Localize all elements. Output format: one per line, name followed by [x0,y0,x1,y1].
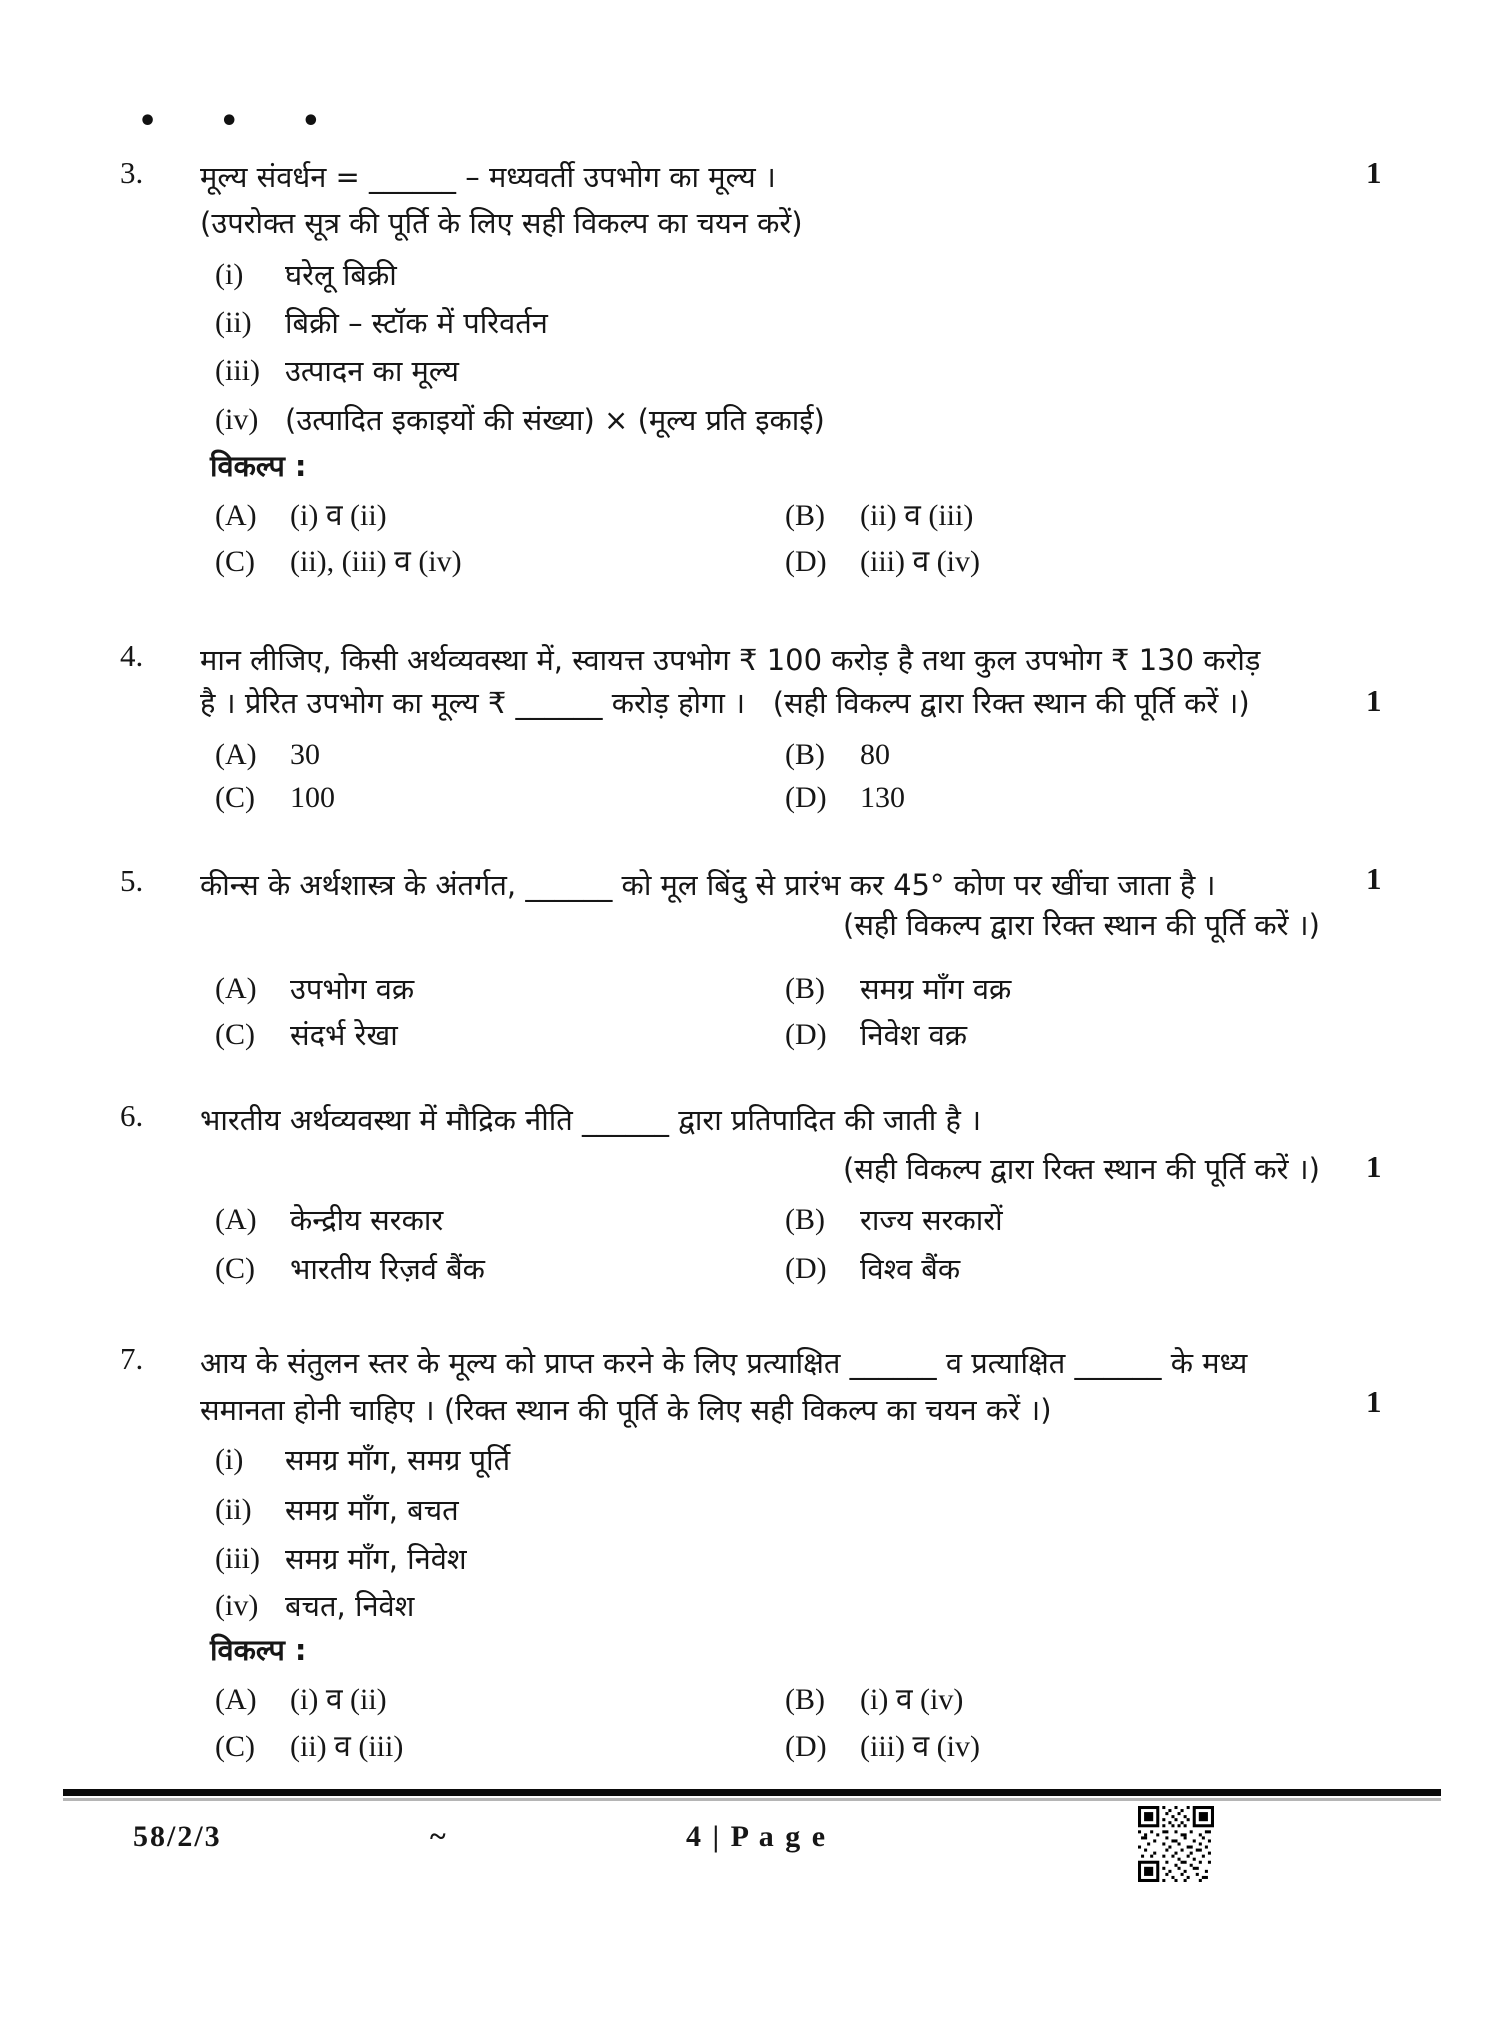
question-instruction: (उपरोक्त सूत्र की पूर्ति के लिए सही विकल्प का चयन करें) [200,206,803,240]
sub-option-row [0,398,1505,442]
question-text-line1: मान लीजिए, किसी अर्थव्यवस्था में, स्वायत्त उपभोग ₹ 100 करोड़ है तथा कुल उपभोग ₹ 130 करोड़ [200,643,1261,677]
choice-label-a: (A) [215,738,257,771]
choice-text-a: केन्द्रीय सरकार [290,1203,444,1237]
choice-row [0,733,1505,777]
choice-label-d: (D) [785,1252,827,1285]
choice-text-c: संदर्भ रेखा [290,1018,398,1052]
question-text-line1: भारतीय अर्थव्यवस्था में मौद्रिक नीति ______ द्वारा प्रतिपादित की जाती है । [200,1103,982,1137]
marks-value: 1 [1366,1149,1382,1184]
choice-label-b: (B) [785,738,825,771]
question-text-line2: समानता होनी चाहिए । (रिक्त स्थान की पूर्ति के लिए सही विकल्प का चयन करें ।) [200,1393,1052,1427]
choice-label-c: (C) [215,1730,255,1763]
sub-option-label: (iv) [215,1589,259,1622]
question-instruction: (सही विकल्प द्वारा रिक्त स्थान की पूर्ति करें ।) [843,908,1320,942]
marks-value: 1 [1366,683,1382,718]
qr-code [1138,1806,1214,1882]
choice-text-b: 80 [860,738,890,771]
choice-text-c: (ii), (iii) व (iv) [290,545,462,578]
sub-option-text: समग्र माँग, बचत [285,1493,459,1527]
choice-text-c: भारतीय रिज़र्व बैंक [290,1252,485,1286]
sub-option-row [0,1488,1505,1532]
choice-text-b: समग्र माँग वक्र [860,972,1012,1006]
choice-row [0,1725,1505,1769]
choice-label-a: (A) [215,499,257,532]
choice-label-d: (D) [785,781,827,814]
choice-label-a: (A) [215,1683,257,1716]
choice-row [0,1013,1505,1057]
choice-text-c: (ii) व (iii) [290,1730,404,1763]
sub-option-row [0,349,1505,393]
question-text-line1: मूल्य संवर्धन = ______ – मध्यवर्ती उपभोग का मूल्य । [200,160,776,194]
choice-label-b: (B) [785,1203,825,1236]
choice-row [0,776,1505,820]
sub-option-label: (i) [215,1443,244,1476]
page-number-label: 4 | P a g e [686,1820,828,1853]
question-instruction: (सही विकल्प द्वारा रिक्त स्थान की पूर्ति करें ।) [843,1152,1320,1186]
choice-text-a: (i) व (ii) [290,499,387,532]
choice-row [0,1678,1505,1722]
footer-divider [63,1789,1441,1796]
header-dots: • • • [138,104,347,139]
sub-option-row [0,1584,1505,1628]
marks-value: 1 [1366,861,1382,896]
sub-option-label: (iii) [215,1542,260,1575]
choice-text-d: निवेश वक्र [860,1018,968,1052]
sub-option-row [0,301,1505,345]
sub-option-text: बिक्री – स्टॉक में परिवर्तन [285,306,548,340]
choice-row [0,967,1505,1011]
choice-text-a: उपभोग वक्र [290,972,415,1006]
sub-option-text: बचत, निवेश [285,1589,415,1623]
marks-value: 1 [1366,1384,1382,1419]
sub-option-row [0,253,1505,297]
sub-option-text: समग्र माँग, निवेश [285,1542,467,1576]
choice-label-b: (B) [785,499,825,532]
sub-option-text: घरेलू बिक्री [285,258,397,292]
sub-option-label: (ii) [215,306,252,339]
sub-option-label: (i) [215,258,244,291]
question-text-line1: कीन्स के अर्थशास्त्र के अंतर्गत, ______ को मूल बिंदु से प्रारंभ कर 45° कोण पर खींचा जाता है । [200,868,1216,902]
sub-option-text: समग्र माँग, समग्र पूर्ति [285,1443,511,1477]
choice-label-c: (C) [215,1252,255,1285]
choice-label-a: (A) [215,972,257,1005]
choice-label-b: (B) [785,1683,825,1716]
choice-label-d: (D) [785,1018,827,1051]
sub-option-label: (iv) [215,403,259,436]
question-text-line1: आय के संतुलन स्तर के मूल्य को प्राप्त करने के लिए प्रत्याक्षित ______ व प्रत्याक्षित ______ के मध्य [200,1346,1248,1380]
choice-label-d: (D) [785,1730,827,1763]
choice-text-d: विश्व बैंक [860,1252,961,1286]
choice-row [0,1198,1505,1242]
choice-label-b: (B) [785,972,825,1005]
footer-divider-shadow [63,1798,1441,1801]
sub-option-text: उत्पादन का मूल्य [285,354,459,388]
sub-option-label: (ii) [215,1493,252,1526]
sub-option-label: (iii) [215,354,260,387]
choice-label-d: (D) [785,545,827,578]
sub-option-row [0,1438,1505,1482]
choice-text-d: 130 [860,781,905,814]
sub-option-text: (उत्पादित इकाइयों की संख्या) × (मूल्य प्रति इकाई) [285,403,825,437]
choice-text-c: 100 [290,781,335,814]
choice-row [0,494,1505,538]
question-number: 6. [120,1098,144,1133]
choice-text-d: (iii) व (iv) [860,545,980,578]
footer-tilde: ~ [430,1820,448,1853]
options-heading: विकल्प : [210,449,307,483]
choice-text-b: (ii) व (iii) [860,499,974,532]
choice-label-c: (C) [215,1018,255,1051]
choice-row [0,540,1505,584]
choice-label-a: (A) [215,1203,257,1236]
choice-text-b: राज्य सरकारों [860,1203,1003,1237]
choice-text-a: (i) व (ii) [290,1683,387,1716]
choice-text-d: (iii) व (iv) [860,1730,980,1763]
question-number: 5. [120,863,144,898]
choice-text-b: (i) व (iv) [860,1683,964,1716]
choice-row [0,1247,1505,1291]
question-number: 7. [120,1341,144,1376]
choice-label-c: (C) [215,781,255,814]
question-number: 3. [120,155,144,190]
question-text-line2: है । प्रेरित उपभोग का मूल्य ₹ ______ करोड़ होगा । (सही विकल्प द्वारा रिक्त स्थान की पूर्ति करें ।) [200,686,1250,720]
choice-text-a: 30 [290,738,320,771]
sub-option-row [0,1537,1505,1581]
paper-code: 58/2/3 [133,1820,222,1853]
options-heading: विकल्प : [210,1633,307,1667]
question-number: 4. [120,638,144,673]
choice-label-c: (C) [215,545,255,578]
marks-value: 1 [1366,155,1382,190]
